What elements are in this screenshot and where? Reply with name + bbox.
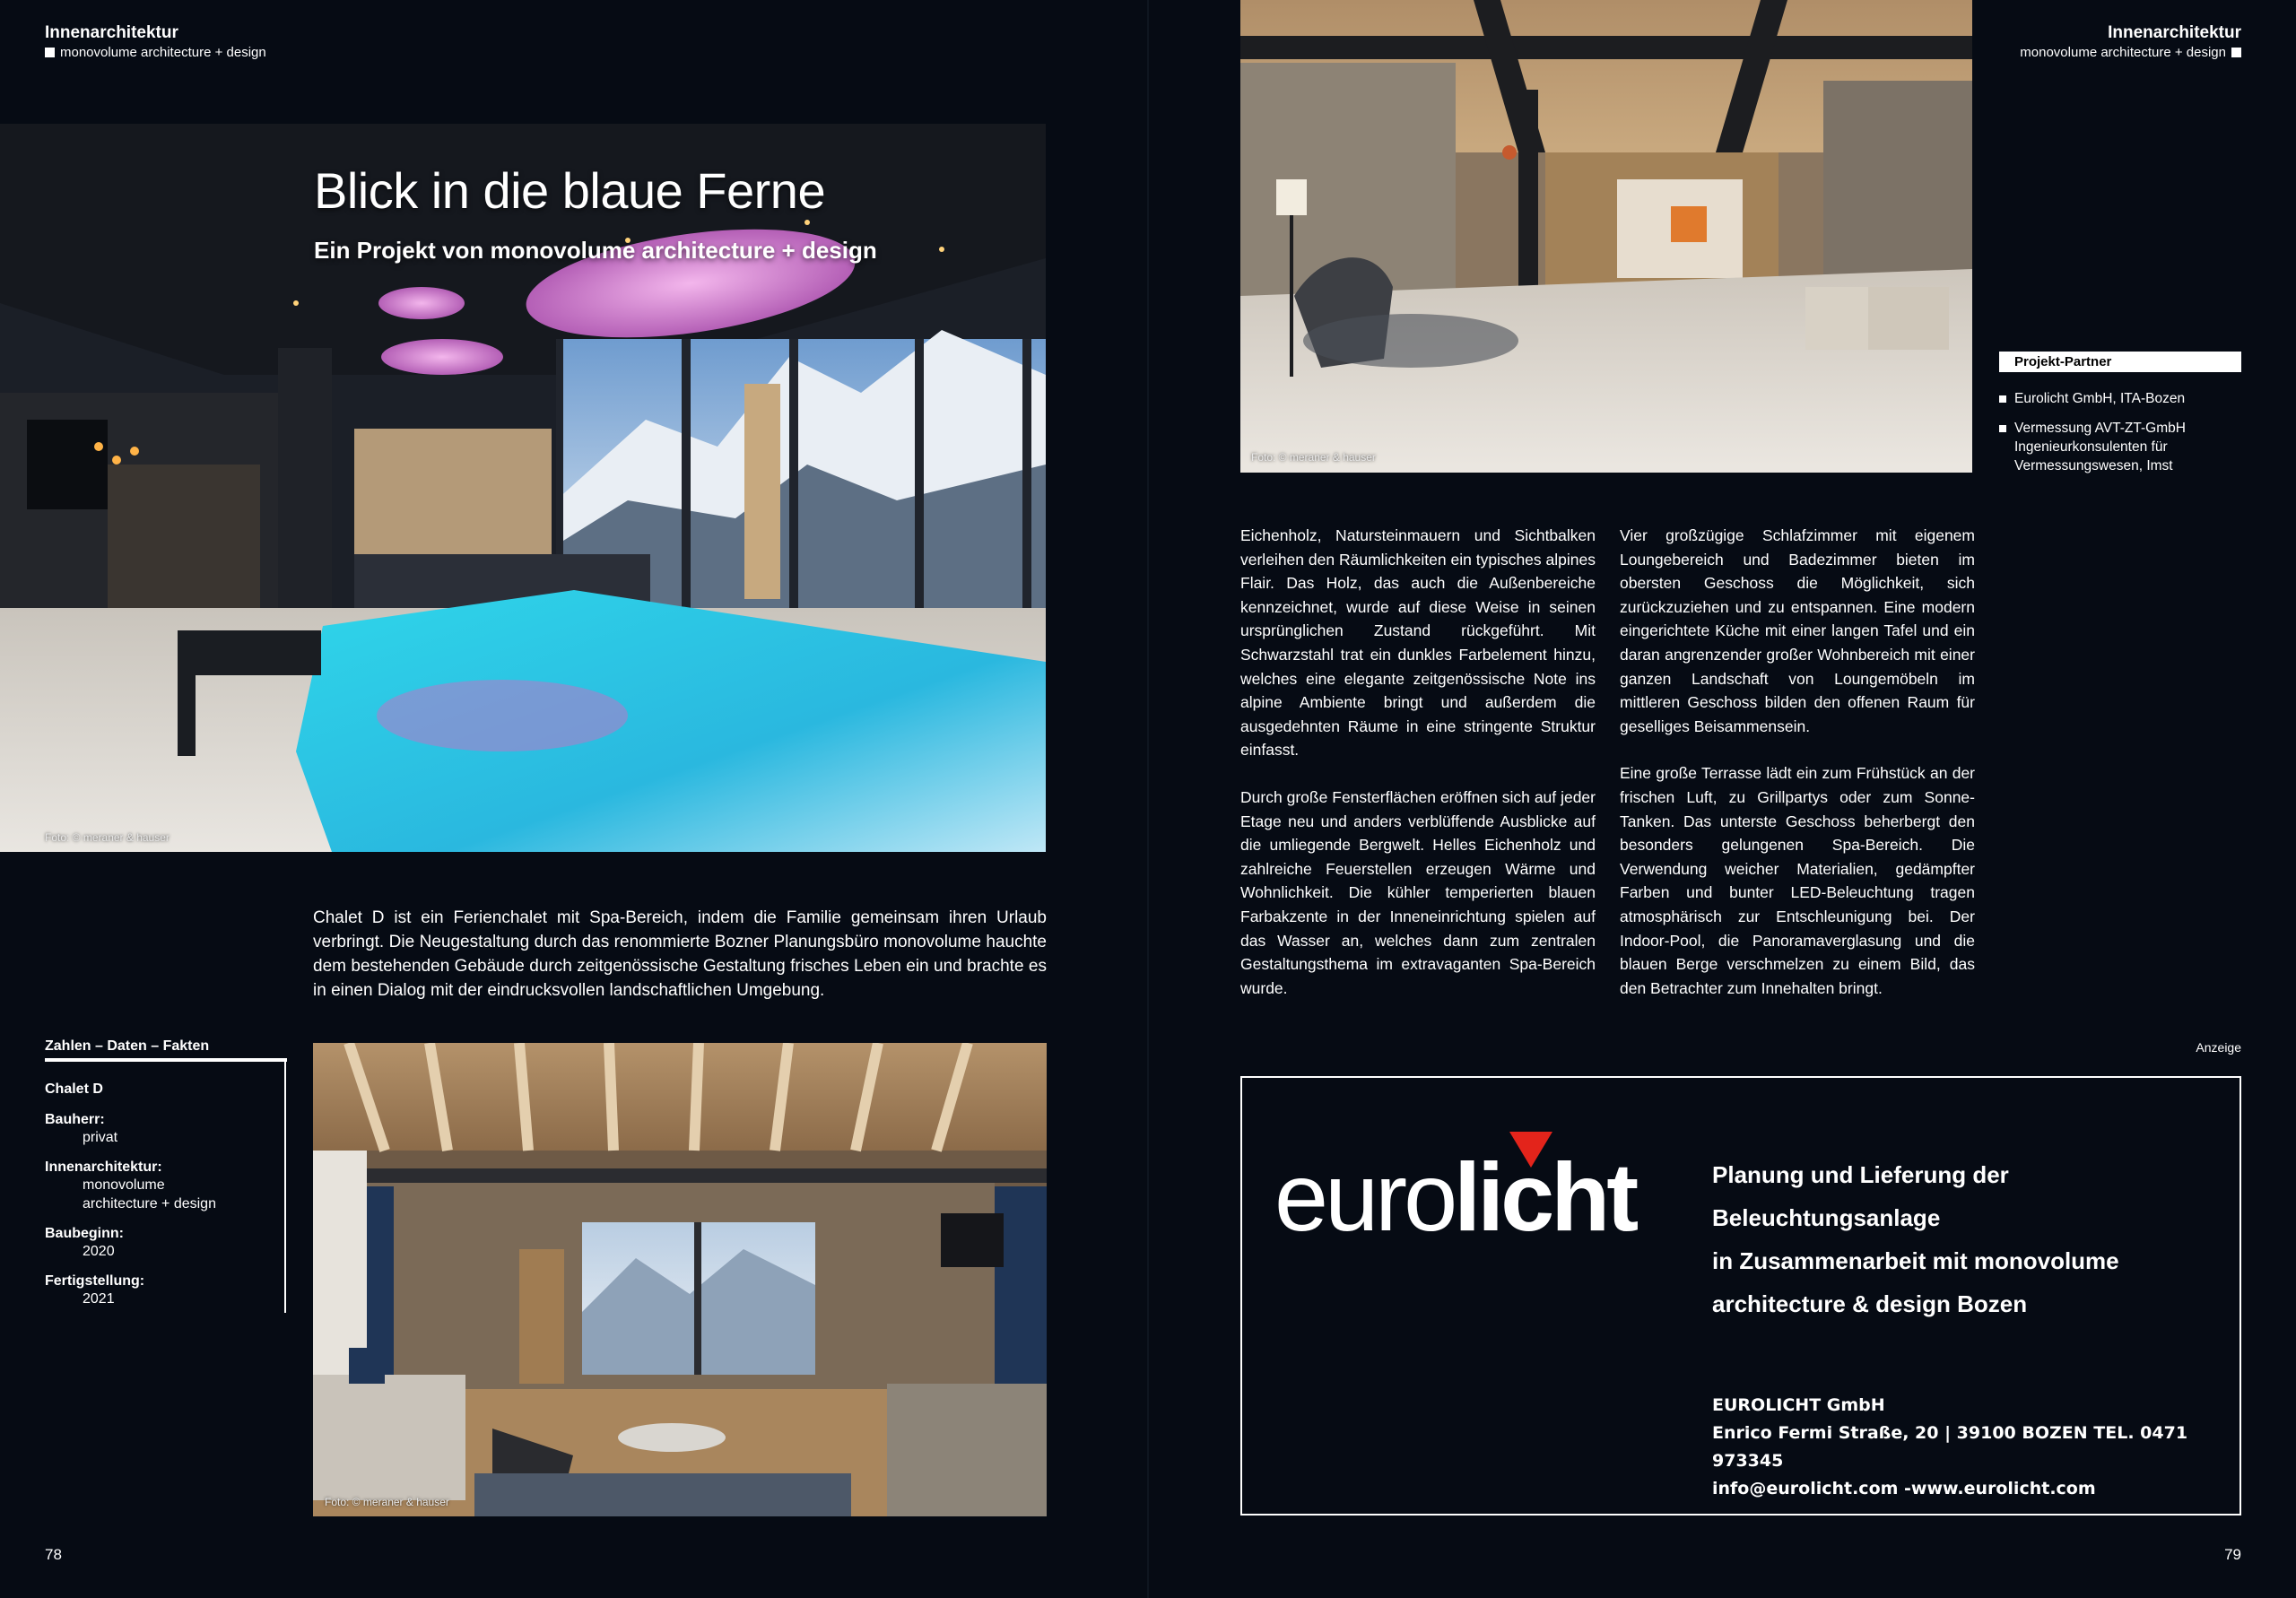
article-headline: Blick in die blaue Ferne — [314, 162, 826, 219]
photo-credit: Foto: © meraner & hauser — [1251, 451, 1376, 464]
facts-value-baubeginn: 2020 — [83, 1244, 115, 1259]
partner-item: Vermessung AVT-ZT-GmbH Ingenieurkonsulenten für Vermessungswesen, Imst — [1999, 419, 2241, 475]
ad-label: Anzeige — [2196, 1040, 2241, 1055]
photo-credit: Foto: © meraner & hauser — [45, 831, 170, 844]
logo-wordmark — [1274, 1142, 1636, 1251]
ad-company: EUROLICHT GmbH — [1712, 1395, 1885, 1415]
ad-web-link[interactable]: info@eurolicht.com -www.eurolicht.com — [1712, 1479, 2096, 1498]
partner-heading: Projekt-Partner — [1999, 352, 2241, 372]
section-tag: Innenarchitektur — [2108, 23, 2241, 42]
facts-value-innen-line2: architecture + design — [83, 1196, 216, 1212]
facts-value-innen-line1: monovolume — [83, 1177, 165, 1193]
eurolicht-logo — [1274, 1132, 1669, 1251]
section-tag: Innenarchitektur — [45, 23, 178, 42]
left-page — [0, 0, 1147, 1598]
facts-heading: Zahlen – Daten – Fakten — [45, 1038, 210, 1054]
column-paragraph: Vier großzügige Schlafzimmer mit eigenem Loungebereich und Badezimmer bieten im obersten Geschoss die Möglichkeit, sich zurückzuziehen und zu entspannen. Eine modern eingerichtete Küche mit einer langen Tafel und ein daran angrenzender großer Wohnbereich mit einer ganzen Landschaft von Loungemöbeln im mittleren Geschoss bilden den offenen Raum für geselliges Beisammensein. — [1620, 526, 1975, 735]
facts-value-innenarchitektur — [45, 1176, 278, 1213]
logo-part1: euro — [1274, 1142, 1455, 1251]
bedroom-photo — [313, 1043, 1047, 1516]
column-paragraph: Eine große Terrasse lädt ein zum Frühstück an der frischen Luft, zu Grillpartys oder zum Sonne-Tanken. Das unterste Geschoss beherbergt den besonders gelungenen Spa-Bereich. Die Verwendung weicher Materialien, gedämpfter Farben und bunter LED-Beleuchtung tragen atmosphärisch zur Entschleunigung bei. Der Indoor-Pool, die Panoramaverglasung und die blauen Berge verschmelzen zu einem Bild, das den Betrachter zum Innehalten bringt. — [1620, 764, 1975, 997]
facts-label-innenarchitektur: Innenarchitektur: — [45, 1159, 162, 1175]
column-paragraph: Eichenholz, Natursteinmauern und Sichtbalken verleihen den Räumlichkeiten ein typisches alpines Flair. Das Holz, das auch die Außenbereiche kennzeichnet, wurde auf diese Weise in seinen ursprünglichen Zustand rückgeführt. Mit Schwarzstahl trat ein dunkles Farbelement hinzu, welches eine elegante zeitgenössische Note ins alpine Ambiente bringt und außerdem die ausgedehnten Räume in eine stringente Struktur einfasst. — [1240, 526, 1596, 760]
column-paragraph: Durch große Fensterflächen eröffnen sich auf jeder Etage neu und anders verblüffende Ausblicke auf die umliegende Bergwelt. Helles Eichenholz und zahlreiche Feuerstellen erzeugen Wärme und Wohnlichkeit. Die kühler temperierten blauen Farbakzente in der Inneneinrichtung spielen auf das Wasser an, welches dann zum zentralen Gestaltungsthema im extravaganten Spa-Bereich wurde. — [1240, 787, 1596, 997]
partner-item: Eurolicht GmbH, ITA-Bozen — [1999, 389, 2241, 408]
text-column-1 — [1240, 524, 1596, 1023]
facts-label-fertigstellung: Fertigstellung: — [45, 1273, 145, 1289]
ad-slogan-line: in Zusammenarbeit mit monovolume — [1712, 1247, 2119, 1274]
photo-credit: Foto: © meraner & hauser — [325, 1496, 449, 1508]
partner-list — [1999, 389, 2241, 486]
facts-project-title: Chalet D — [45, 1081, 103, 1097]
page-number: 79 — [2224, 1546, 2241, 1563]
section-subtitle — [2020, 45, 2241, 60]
facts-value-bauherr: privat — [83, 1130, 118, 1145]
square-bullet-icon — [45, 48, 55, 57]
article-subheadline: Ein Projekt von monovolume architecture + design — [314, 237, 877, 264]
square-bullet-icon — [2231, 48, 2241, 57]
facts-box — [45, 1081, 278, 1321]
facts-label-bauherr: Bauherr: — [45, 1112, 105, 1127]
eurolicht-advertisement[interactable] — [1240, 1076, 2241, 1515]
ad-slogan-line: Planung und Lieferung der Beleuchtungsanlage — [1712, 1161, 2009, 1231]
ad-address: Enrico Fermi Straße, 20 | 39100 BOZEN TEL. 0471 973345 — [1712, 1423, 2188, 1471]
logo-part2: licht — [1454, 1142, 1636, 1251]
section-subtitle — [45, 45, 266, 60]
facts-vertical-divider — [284, 1062, 286, 1313]
pool-photo — [0, 124, 1046, 852]
facts-value-fertigstellung: 2021 — [83, 1291, 115, 1307]
lead-paragraph: Chalet D ist ein Ferienchalet mit Spa-Bereich, indem die Familie gemeinsam ihren Urlaub verbringt. Die Neugestaltung durch das renommierte Bozner Planungsbüro monovolume hauchte dem bestehenden Gebäude durch zeitgenössische Gestaltung frisches Leben ein und brachte es in einen Dialog mit der eindrucksvollen landschaftlichen Umgebung. — [313, 908, 1047, 1000]
text-column-2 — [1620, 524, 1975, 1023]
right-page — [1149, 0, 2296, 1598]
interior-photo — [1240, 0, 1972, 473]
facts-divider — [45, 1058, 287, 1062]
ad-slogan-line: architecture & design Bozen — [1712, 1290, 2028, 1317]
section-subtitle-text: monovolume architecture + design — [2020, 45, 2226, 60]
ad-contact — [1712, 1392, 2239, 1503]
facts-label-baubeginn: Baubeginn: — [45, 1226, 124, 1241]
section-subtitle-text: monovolume architecture + design — [60, 45, 266, 60]
page-number: 78 — [45, 1546, 62, 1563]
ad-slogan — [1712, 1153, 2214, 1325]
